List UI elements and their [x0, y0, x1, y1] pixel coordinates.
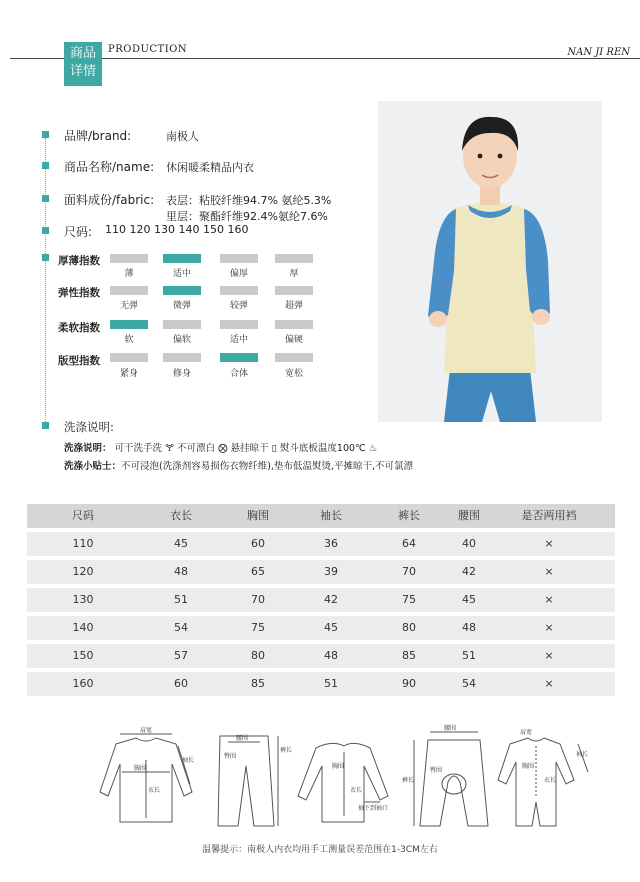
table-cell: 130: [72, 593, 94, 606]
table-cell: 70: [402, 565, 416, 578]
bullet-icon: [42, 422, 49, 429]
wash-line2-label: 洗涤小贴士：: [64, 461, 122, 472]
table-cell: 64: [402, 537, 416, 550]
table-cell: 42: [462, 565, 476, 578]
size-value: 110 120 130 140 150 160: [105, 223, 249, 236]
index-label: 厚薄指数: [58, 255, 100, 267]
table-cell: 54: [174, 621, 188, 634]
label-sleeve-2: 袖长: [576, 751, 589, 758]
index-label: 版型指数: [58, 355, 100, 367]
table-cell: 120: [72, 565, 94, 578]
size-label: 尺码:: [64, 225, 93, 239]
table-cell: ×: [544, 649, 554, 662]
label-length: 衣长: [148, 787, 161, 794]
table-cell: 80: [402, 621, 416, 634]
index-bar-selected: [220, 353, 258, 362]
table-cell: ×: [544, 621, 554, 634]
table-cell: 65: [251, 565, 265, 578]
label-sleeve: 袖长: [182, 757, 195, 764]
table-cell: 51: [462, 649, 476, 662]
brand-value: 南极人: [166, 130, 199, 143]
index-option: 微弹: [172, 301, 191, 311]
index-bar: [220, 286, 258, 295]
table-row: [27, 644, 615, 668]
table-cell: 48: [324, 649, 338, 662]
table-cell: 85: [251, 677, 265, 690]
label-cuff: 袖下到袖口: [358, 805, 389, 812]
table-cell: ×: [544, 565, 554, 578]
table-cell: 160: [72, 677, 94, 690]
index-option: 宽松: [284, 369, 303, 379]
label-shoulder: 肩宽: [140, 727, 153, 734]
brand-label: 品牌/brand:: [64, 129, 132, 143]
table-header-cell: 袖长: [320, 509, 342, 522]
wash-item-handwash: 可干洗手洗: [114, 443, 163, 454]
name-label: 商品名称/name:: [64, 160, 155, 174]
table-header-cell: 是否两用裆: [521, 509, 577, 522]
index-option: 偏厚: [229, 269, 248, 279]
table-header-cell: 腰围: [458, 509, 480, 522]
dotted-guide: [45, 138, 46, 426]
label-chest-2: 胸围: [332, 763, 345, 770]
hang-dry-icon: ▯: [271, 443, 277, 454]
table-cell: 51: [174, 593, 188, 606]
index-option: 软: [124, 335, 134, 345]
table-header-cell: 胸围: [247, 509, 269, 522]
badge-line2: 详情: [69, 64, 96, 79]
index-bar: [220, 254, 258, 263]
table-row: [27, 532, 615, 556]
index-bar: [275, 320, 313, 329]
wash-item-hangdry: 悬挂晾干: [230, 443, 269, 454]
index-option: 适中: [172, 269, 191, 279]
wash-line1-label: 洗涤说明：: [64, 443, 112, 454]
label-length-2: 衣长: [350, 787, 363, 794]
table-row: [27, 616, 615, 640]
brand-en: NAN JI REN: [567, 47, 630, 58]
fabric-inner: 里层：聚酯纤维92.4%氨纶7.6%: [166, 210, 328, 223]
table-cell: 36: [324, 537, 338, 550]
table-header-cell: 尺码: [72, 509, 94, 522]
table-header-row: [27, 504, 615, 528]
label-chest-3: 胸围: [522, 763, 535, 770]
footer-note: 温馨提示：南极人内衣均用手工测量误差范围在1-3CM左右: [202, 845, 438, 855]
table-cell: 75: [251, 621, 265, 634]
table-header-cell: 衣长: [170, 509, 192, 522]
table-cell: 60: [251, 537, 265, 550]
table-cell: 110: [72, 537, 94, 550]
fabric-outer: 表层：粘胶纤维94.7% 氨纶5.3%: [166, 194, 332, 207]
production-label: PRODUCTION: [108, 44, 188, 55]
table-cell: 60: [174, 677, 188, 690]
table-cell: 45: [324, 621, 338, 634]
label-length-3: 衣长: [544, 777, 557, 784]
table-cell: ×: [544, 593, 554, 606]
bullet-icon: [42, 254, 49, 261]
table-cell: 51: [324, 677, 338, 690]
index-bar: [110, 353, 148, 362]
table-cell: 48: [462, 621, 476, 634]
iron-icon: ♨: [368, 443, 378, 454]
wash-tips: [64, 458, 413, 472]
table-cell: 39: [324, 565, 338, 578]
label-pants-length: 裤长: [280, 747, 293, 754]
index-bar: [110, 286, 148, 295]
index-option: 偏软: [172, 335, 191, 345]
index-option: 修身: [172, 369, 191, 379]
table-cell: 90: [402, 677, 416, 690]
header-divider: [10, 58, 640, 59]
table-cell: 42: [324, 593, 338, 606]
no-bleach-icon: ⨂: [218, 443, 228, 454]
handwash-icon: 🝖: [165, 443, 174, 454]
index-bar: [275, 254, 313, 263]
index-bar: [220, 320, 258, 329]
table-cell: 70: [251, 593, 265, 606]
child-model-illustration: [378, 101, 602, 422]
table-cell: 80: [251, 649, 265, 662]
index-option: 合体: [229, 369, 248, 379]
index-option: 适中: [229, 335, 248, 345]
wash-item-iron: 熨斗底板温度100℃: [279, 443, 366, 454]
wash-tips-text: 不可浸泡(洗涤剂容易损伤衣物纤维),垫布低温熨烫,平摊晾干,不可氯漂: [121, 461, 413, 472]
table-cell: ×: [544, 677, 554, 690]
label-waist-2: 腰围: [444, 725, 457, 732]
table-row: [27, 588, 615, 612]
table-cell: 48: [174, 565, 188, 578]
table-cell: 45: [174, 537, 188, 550]
table-cell: 45: [462, 593, 476, 606]
index-option: 偏硬: [284, 335, 303, 345]
table-row: [27, 560, 615, 584]
table-cell: ×: [544, 537, 554, 550]
table-cell: 40: [462, 537, 476, 550]
index-option: 无弹: [119, 301, 138, 311]
wash-instructions: [64, 438, 377, 457]
label-hip: 臀围: [224, 753, 237, 760]
product-photo: [378, 101, 602, 422]
pants-front-outline: [218, 736, 274, 826]
index-option: 薄: [124, 269, 134, 279]
index-bar: [110, 254, 148, 263]
table-cell: 85: [402, 649, 416, 662]
label-pants-length-2: 裤长: [402, 777, 415, 784]
badge-line1: 商品: [69, 46, 96, 61]
table-header-cell: 裤长: [398, 509, 420, 522]
index-option: 较弹: [229, 301, 248, 311]
label-waist: 腰围: [236, 735, 249, 742]
table-row: [27, 672, 615, 696]
measurement-diagrams: [88, 722, 600, 832]
index-option: 紧身: [119, 369, 138, 379]
label-shoulder-2: 肩宽: [520, 729, 533, 736]
table-cell: 75: [402, 593, 416, 606]
index-option: 厚: [289, 269, 299, 279]
table-cell: 54: [462, 677, 476, 690]
label-chest: 胸围: [134, 765, 147, 772]
label-hip-2: 臀围: [430, 767, 443, 774]
index-bar: [275, 353, 313, 362]
bullet-icon: [42, 227, 49, 234]
wash-item-nobleach: 不可漂白: [177, 443, 216, 454]
table-cell: 57: [174, 649, 188, 662]
index-bar-selected: [163, 286, 201, 295]
index-bar-selected: [163, 254, 201, 263]
wash-title: 洗涤说明:: [64, 420, 114, 434]
index-bar: [163, 320, 201, 329]
name-value: 休闲暖柔精品内衣: [166, 161, 254, 174]
bullet-icon: [42, 195, 49, 202]
pants-open-outline: [420, 740, 488, 826]
index-bar: [163, 353, 201, 362]
fabric-label: 面料成份/fabric:: [64, 193, 155, 207]
index-label: 柔软指数: [58, 322, 100, 334]
header-badge: [64, 42, 102, 86]
index-label: 弹性指数: [58, 287, 100, 299]
index-bar-selected: [110, 320, 148, 329]
index-option: 超弹: [284, 301, 303, 311]
table-cell: 140: [72, 621, 94, 634]
index-bar: [275, 286, 313, 295]
bullet-icon: [42, 131, 49, 138]
table-cell: 150: [72, 649, 94, 662]
bullet-icon: [42, 162, 49, 169]
